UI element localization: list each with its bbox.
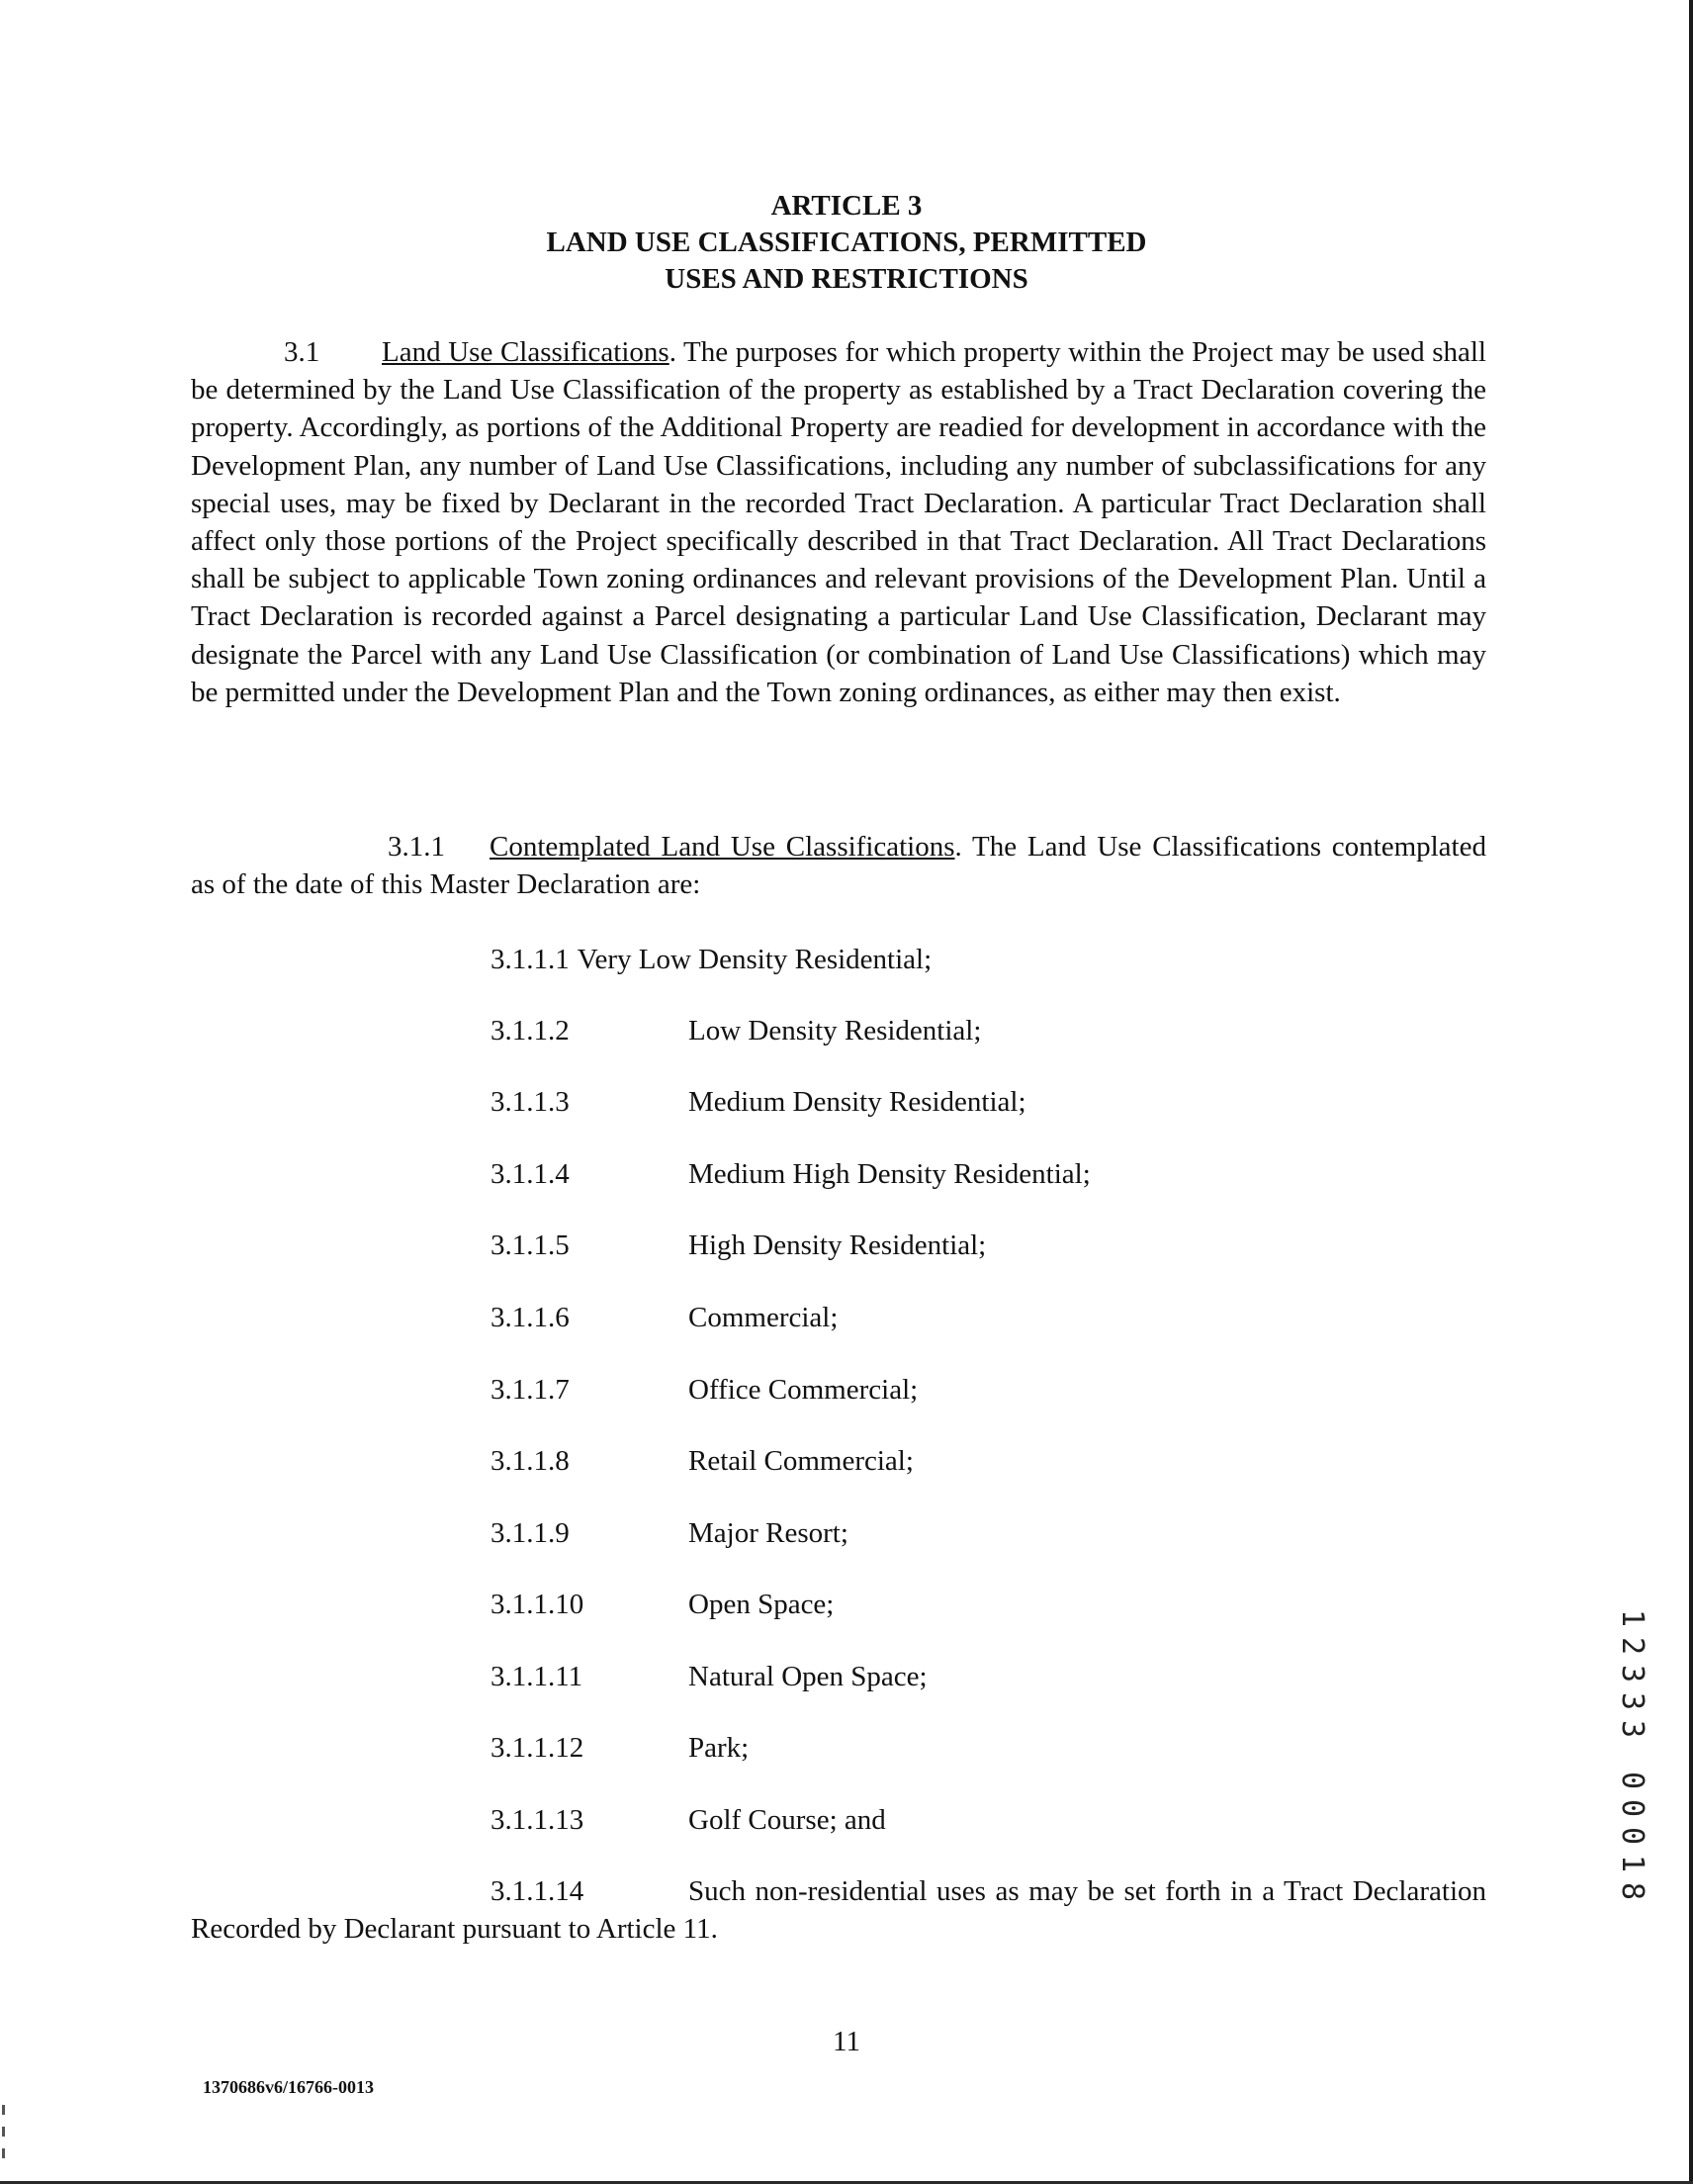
item-number: 3.1.1.8 — [490, 1445, 570, 1477]
scan-artifact — [2, 2127, 5, 2137]
bates-digit: 0 — [1615, 1771, 1649, 1790]
item-label: Medium High Density Residential; — [688, 1158, 1091, 1190]
section-number: 3.1.1.14 — [490, 1875, 584, 1907]
item-label: Low Density Residential; — [688, 1015, 982, 1046]
section-number: 3.1.1 — [388, 831, 445, 863]
section-body: . The Land Use Classifications contemplated as of the date of this Master Declaration are: — [191, 831, 1486, 901]
section-body: . The purposes for which property within the Project may be used shall be determined by the Land Use Classification of the property as established by a Tract Declaration covering the property. Accordingly, as portions of the Additional Property are readied for development in accordance with the Development Plan, any number of Land Use Classifications, including any number of subclassifications for any special uses, may be fixed by Declarant in the recorded Tract Declaration. A particular Tract Declaration shall affect only those portions of the Project specifically described in that Tract Declaration. All Tract Declarations shall be subject to applicable Town zoning ordinances and relevant provisions of the Development Plan. Until a Tract Declaration is recorded against a Parcel designating a particular Land Use Classification, Declarant may designate the Parcel with any Land Use Classification (or combination of Land Use Classifications) which may be permitted under the Development Plan and the Town zoning ordinances, as either may then exist. — [191, 336, 1486, 708]
bates-digit: 0 — [1615, 1798, 1649, 1818]
list-item — [490, 1658, 928, 1695]
list-item — [490, 1442, 914, 1480]
item-number: 3.1.1.7 — [490, 1374, 570, 1406]
list-item — [490, 1801, 886, 1839]
list-item — [490, 1012, 981, 1049]
article-number: ARTICLE 3 — [770, 190, 923, 222]
section-title: Contemplated Land Use Classifications — [490, 831, 955, 863]
item-label: Office Commercial; — [688, 1374, 919, 1406]
item-label: Retail Commercial; — [688, 1445, 914, 1477]
list-item — [490, 1514, 848, 1552]
item-number: 3.1.1.12 — [490, 1732, 584, 1764]
item-number: 3.1.1.6 — [490, 1302, 570, 1333]
list-item — [490, 1227, 986, 1264]
page-edge — [1689, 0, 1693, 2184]
page-number: 11 — [833, 2026, 860, 2057]
list-item — [490, 1083, 1026, 1121]
bates-digit: 2 — [1615, 1636, 1649, 1656]
list-item — [490, 941, 932, 978]
list-item — [490, 1299, 838, 1336]
section-title: Land Use Classifications — [382, 336, 669, 368]
section-body: Such non-residential uses as may be set forth in a Tract Declaration Recorded by Declarant pursuant to Article 11. — [191, 1875, 1486, 1946]
item-label: Medium Density Residential; — [688, 1086, 1026, 1118]
item-number: 3.1.1.10 — [490, 1589, 584, 1620]
item-number: 3.1.1.1 — [490, 944, 570, 975]
item-number: 3.1.1.11 — [490, 1661, 583, 1692]
section-3-1-1 — [191, 828, 1486, 903]
item-number: 3.1.1.3 — [490, 1086, 570, 1118]
item-label: Major Resort; — [688, 1517, 848, 1549]
item-label: Commercial; — [688, 1302, 839, 1333]
section-number: 3.1 — [284, 336, 320, 368]
item-number: 3.1.1.9 — [490, 1517, 570, 1549]
bates-digit: 0 — [1615, 1826, 1649, 1846]
item-number: 3.1.1.5 — [490, 1229, 570, 1261]
article-heading — [0, 188, 1693, 298]
document-id: 1370686v6/16766-0013 — [203, 2077, 374, 2097]
item-label: High Density Residential; — [688, 1229, 987, 1261]
bates-digit: 3 — [1615, 1719, 1649, 1739]
list-item — [490, 1371, 918, 1409]
article-title-line-2: USES AND RESTRICTIONS — [665, 263, 1028, 295]
item-label: Golf Course; and — [688, 1804, 886, 1836]
scan-artifact — [2, 2148, 5, 2158]
article-title-line-1: LAND USE CLASSIFICATIONS, PERMITTED — [546, 227, 1147, 258]
scan-artifact — [2, 2105, 5, 2115]
item-label: Park; — [688, 1732, 750, 1764]
item-number: 3.1.1.13 — [490, 1804, 584, 1836]
bates-stamp — [1612, 1604, 1651, 1905]
section-3-1 — [191, 333, 1486, 711]
list-item — [490, 1729, 749, 1767]
item-label: Open Space; — [688, 1589, 835, 1620]
bates-digit: 1 — [1615, 1854, 1649, 1873]
list-item — [490, 1586, 834, 1623]
item-label: Very Low Density Residential; — [577, 944, 933, 975]
bates-digit: 3 — [1615, 1664, 1649, 1684]
bates-digit: 3 — [1615, 1691, 1649, 1711]
list-item — [490, 1155, 1091, 1193]
item-number: 3.1.1.4 — [490, 1158, 570, 1190]
section-3-1-1-14 — [191, 1872, 1486, 1948]
item-label: Natural Open Space; — [688, 1661, 928, 1692]
item-number: 3.1.1.2 — [490, 1015, 570, 1046]
bates-digit: 1 — [1615, 1608, 1649, 1628]
bates-digit: 8 — [1615, 1881, 1649, 1901]
